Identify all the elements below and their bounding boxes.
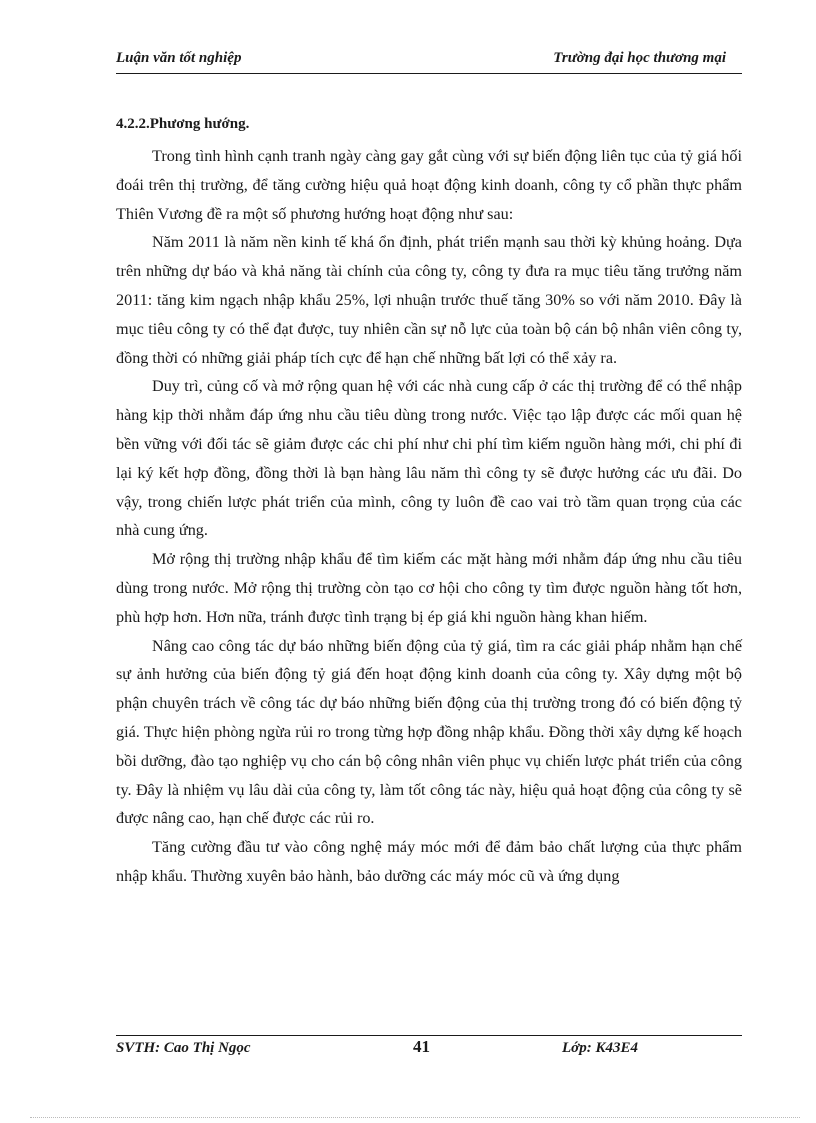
header-university-label: Trường đại học thương mại: [553, 50, 726, 66]
footer-divider: [116, 1035, 742, 1036]
paragraph-market-expansion: Mở rộng thị trường nhập khẩu để tìm kiếm các mặt hàng mới nhằm đáp ứng nhu cầu tiêu dùng trong nước. Mở rộng thị trường còn tạo cơ hội cho công ty tìm được nguồn hàng tốt hơn, phù hợp hơn. Hơn nữa, tránh được tình trạng bị ép giá khi nguồn hàng khan hiếm.: [116, 550, 742, 626]
paragraph-exchange-forecast: Nâng cao công tác dự báo những biến động của tỷ giá, tìm ra các giải pháp nhằm hạn chế sự ảnh hưởng của biến động tỷ giá đến hoạt động kinh doanh của công ty. Xây dựng một bộ phận chuyên trách về công tác dự báo những biến động của thị trường trong đó có biến động tỷ giá. Thực hiện phòng ngừa rủi ro trong từng hợp đồng nhập khẩu. Đồng thời xây dựng kế hoạch bồi dưỡng, đào tạo nghiệp vụ cho cán bộ công nhân viên phục vụ chiến lược phát triển của công ty. Đây là nhiệm vụ lâu dài của công ty, làm tốt công tác này, hiệu quả hoạt động của công ty sẽ được nâng cao, hạn chế được các rủi ro.: [116, 636, 742, 828]
section-heading: 4.2.2.Phương hướng.: [116, 116, 250, 132]
footer-class: Lớp: K43E4: [562, 1040, 638, 1056]
paragraph-intro: Trong tình hình cạnh tranh ngày càng gay gắt cùng với sự biến động liên tục của tỷ giá hối đoái trên thị trường, để tăng cường hiệu quả hoạt động kinh doanh, công ty cổ phần thực phẩm Thiên Vương đề ra một số phương hướng hoạt động như sau:: [116, 147, 742, 223]
paragraph-technology-investment: Tăng cường đầu tư vào công nghệ máy móc mới để đảm bảo chất lượng của thực phẩm nhập khẩu. Thường xuyên bảo hành, bảo dưỡng các máy móc cũ và ứng dụng: [116, 838, 742, 885]
header-thesis-label: Luận văn tốt nghiệp: [116, 50, 242, 66]
paragraph-growth-target: Năm 2011 là năm nền kinh tế khá ổn định, phát triển mạnh sau thời kỳ khủng hoảng. Dựa trên những dự báo và khả năng tài chính của công ty, công ty đưa ra mục tiêu tăng trưởng năm 2011: tăng kim ngạch nhập khẩu 25%, lợi nhuận trước thuế tăng 30% so với năm 2010. Đây là mục tiêu công ty có thể đạt được, tuy nhiên cần sự nỗ lực của toàn bộ cán bộ nhân viên công ty, đồng thời có những giải pháp tích cực để hạn chế những bất lợi có thể xảy ra.: [116, 233, 742, 367]
page-number: 41: [413, 1037, 430, 1056]
page-edge-divider: [30, 1117, 800, 1118]
document-body: [116, 142, 742, 891]
paragraph-supplier-relations: Duy trì, củng cố và mở rộng quan hệ với các nhà cung cấp ở các thị trường để có thể nhập hàng kịp thời nhằm đáp ứng nhu cầu tiêu dùng trong nước. Việc tạo lập được các mối quan hệ bền vững với đối tác sẽ giảm được các chi phí như chi phí tìm kiếm nguồn hàng mới, chi phí đi lại ký kết hợp đồng, đồng thời là bạn hàng lâu năm thì công ty sẽ được hưởng các ưu đãi. Do vậy, trong chiến lược phát triển của mình, công ty luôn đề cao vai trò tầm quan trọng của các nhà cung ứng.: [116, 377, 742, 540]
page-header: [116, 50, 742, 74]
footer-student: SVTH: Cao Thị Ngọc: [116, 1040, 251, 1056]
